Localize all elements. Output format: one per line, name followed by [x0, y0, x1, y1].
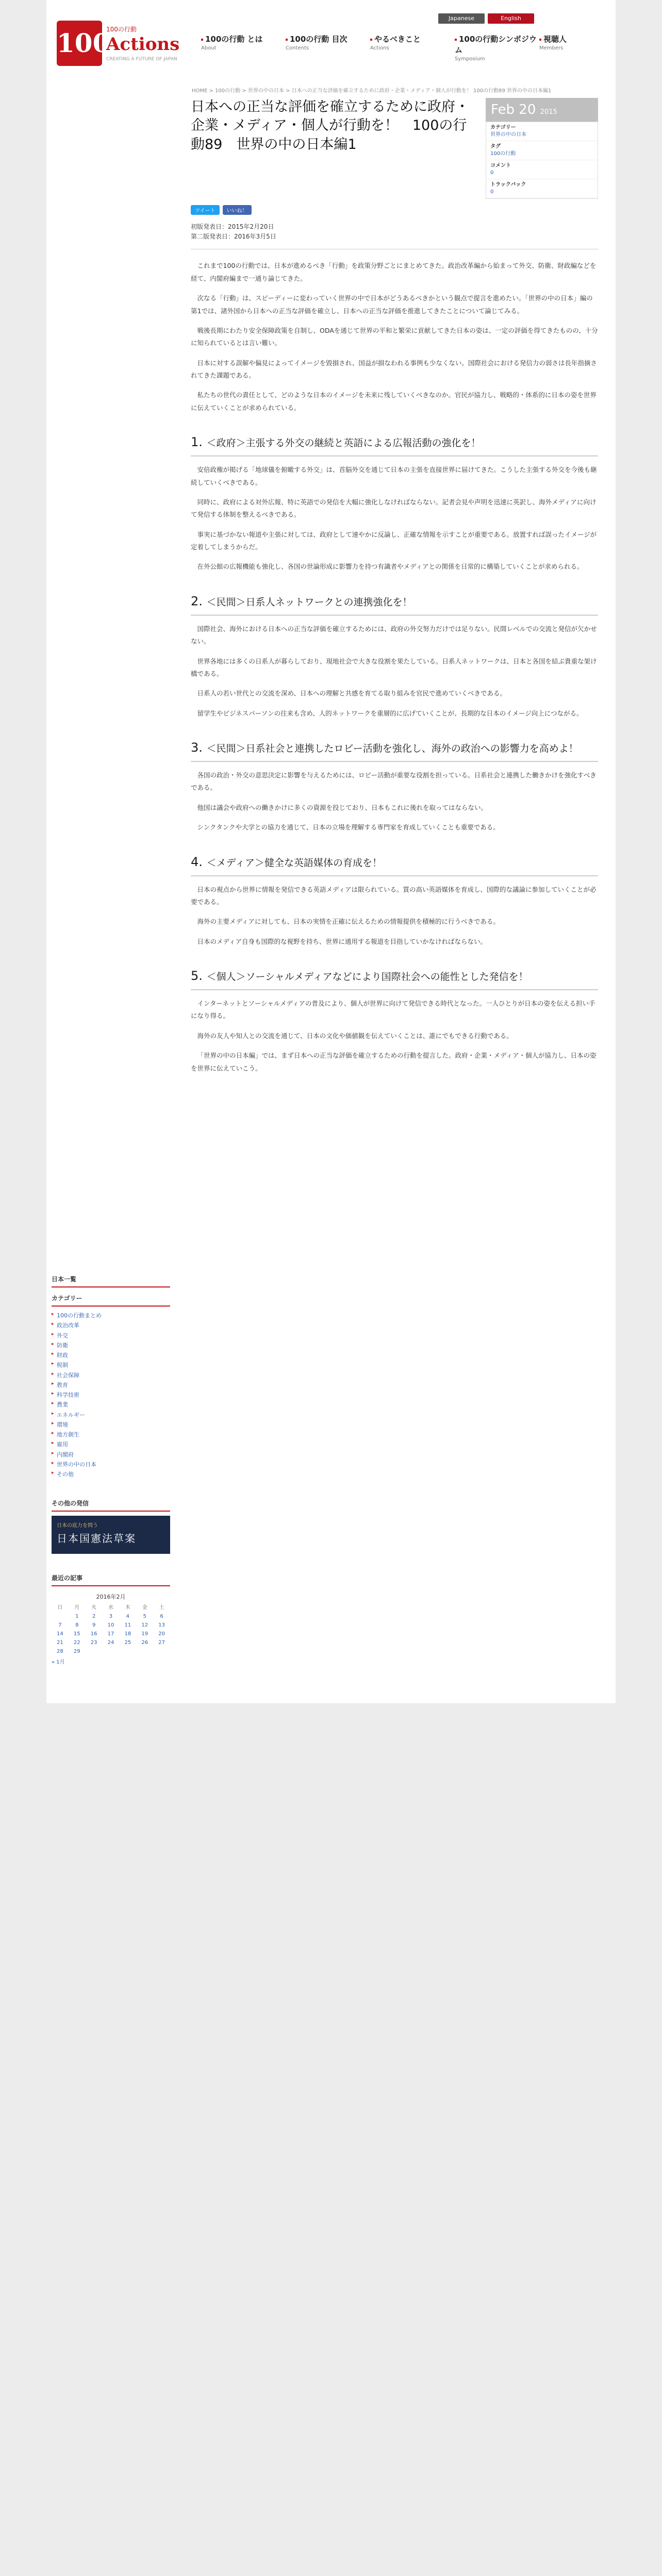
calendar-day	[136, 1649, 153, 1654]
paragraph: 「世界の中の日本編」では、まず日本への正当な評価を確立するための行動を提言した。政府・企業・メディア・個人が協力し、日本の姿を世界に伝えていこう。	[191, 1052, 597, 1072]
constitution-banner[interactable]	[52, 1516, 170, 1554]
share-row	[191, 205, 598, 215]
sidebar-banner-block	[52, 1497, 170, 1554]
calendar-day[interactable]: 1	[75, 1614, 79, 1620]
category-item[interactable]: ▸ 税制	[52, 1360, 170, 1370]
logo-mark: 100	[57, 21, 102, 66]
paragraph: 日系人の若い世代との交流を深め、日本への理解と共感を育てる取り組みを官民で進めていくべきである。	[197, 689, 507, 698]
paragraph: 事実に基づかない報道や主張に対しては、政府として速やかに反論し、正確な情報を示すことが重要である。放置すれば誤ったイメージが定着してしまうからだ。	[191, 530, 597, 551]
calendar-prev-link[interactable]: « 1月	[52, 1659, 65, 1666]
article-sections	[191, 433, 598, 1075]
calendar-day[interactable]: 17	[107, 1631, 114, 1637]
nav-actions[interactable]: やるべきこと Actions	[370, 34, 453, 63]
meta-value[interactable]: 100の行動	[490, 151, 516, 157]
meta-label: トラックバック	[490, 182, 526, 188]
calendar-dow: 日	[57, 1605, 63, 1611]
nav-symposium[interactable]: 100の行動シンポジウム Symposium	[455, 35, 537, 62]
meta-value[interactable]: 0	[490, 189, 494, 195]
logo-main: Actions	[106, 34, 180, 55]
calendar-day[interactable]: 18	[124, 1631, 131, 1637]
section-heading: 1. ＜政府＞主張する外交の継続と英語による広報活動の強化を！	[191, 433, 598, 456]
calendar-day	[86, 1649, 103, 1654]
paragraph: 次なる「行動」は、スピーディーに変わっていく世界の中で日本がどうあるべきかという観点で提言を進めたい。「世界の中の日本」編の第1では、諸外国から日本への正当な評価を確立し、日本への正当な評価を推進してきたことについて論じてみる。	[191, 294, 593, 315]
calendar-day[interactable]: 23	[90, 1640, 97, 1646]
calendar-day	[103, 1649, 120, 1654]
banner-big-text: 日本国憲法草案	[57, 1532, 136, 1545]
calendar-day[interactable]: 8	[75, 1622, 79, 1629]
category-item[interactable]: ▸ 地方創生	[52, 1430, 170, 1439]
calendar-day[interactable]: 7	[58, 1622, 62, 1629]
breadcrumb[interactable]: HOME > 100の行動 > 世界の中の日本 > 日本への正当な評価を確立するために政府・企業・メディア・個人が行動を！ 100の行動89 世界の中の日本編1	[192, 88, 552, 94]
first-pub-date: 初版発表日：2015年2月20日	[191, 223, 274, 230]
category-item[interactable]: ▸ その他	[52, 1469, 170, 1479]
logo-sub: 100の行動	[106, 26, 137, 33]
calendar-day[interactable]: 29	[73, 1649, 80, 1655]
calendar-dow: 月	[74, 1605, 80, 1611]
calendar-dow: 火	[91, 1605, 97, 1611]
calendar-day	[119, 1649, 136, 1654]
category-item[interactable]: ▸ 科学技術	[52, 1390, 170, 1400]
tweet-button[interactable]: ツイート	[191, 205, 220, 215]
global-nav	[201, 34, 622, 63]
banner-title: その他の発信	[52, 1497, 170, 1512]
calendar-month: 2016年2月	[96, 1594, 126, 1601]
meta-label: タグ	[490, 144, 501, 149]
calendar-dow: 金	[142, 1605, 147, 1611]
calendar-day[interactable]: 27	[158, 1640, 165, 1646]
calendar-day[interactable]: 16	[90, 1631, 97, 1637]
meta-row	[486, 179, 598, 198]
sidebar	[46, 98, 170, 1683]
paragraph: 他国は議会や政府への働きかけに多くの資源を投じており、日本もこれに後れを取ってはならない。	[197, 803, 488, 811]
category-item[interactable]: ▸ 内閣府	[52, 1450, 170, 1460]
paragraph: 海外の友人や知人との交流を通じて、日本の文化や価値観を伝えていくことは、誰にでもできる行動である。	[197, 1031, 513, 1040]
meta-value[interactable]: 世界の中の日本	[490, 132, 526, 138]
calendar-day[interactable]: 21	[57, 1640, 63, 1646]
calendar-day[interactable]: 12	[141, 1622, 148, 1629]
calendar-day[interactable]: 14	[57, 1631, 63, 1637]
nav-about[interactable]: 100の行動 とは About	[201, 34, 284, 63]
article-intro	[191, 260, 598, 414]
calendar-day[interactable]: 19	[141, 1631, 148, 1637]
calendar-day[interactable]: 10	[107, 1622, 114, 1629]
sidebar-title: 日本一覧	[52, 1273, 170, 1287]
category-item[interactable]: ▸ 教育	[52, 1380, 170, 1390]
calendar-day[interactable]: 11	[124, 1622, 131, 1629]
main-content	[191, 98, 598, 1683]
calendar-dow: 水	[108, 1605, 113, 1611]
paragraph: 同時に、政府による対外広報、特に英語での発信を大幅に強化しなければならない。記者会見や声明を迅速に英訳し、海外メディアに向けて発信する体制を整えるべきである。	[191, 498, 597, 519]
calendar-day[interactable]: 20	[158, 1631, 165, 1637]
page	[46, 0, 616, 1703]
calendar-day[interactable]: 26	[141, 1640, 148, 1646]
date-box	[486, 98, 598, 199]
calendar-day	[153, 1649, 170, 1654]
section-heading: 5. ＜個人＞ソーシャルメディアなどにより国際社会への能性とした発信を！	[191, 967, 598, 990]
paragraph: 国際社会、海外における日本への正当な評価を確立するためには、政府の外交努力だけでは足りない。民間レベルでの交流と発信が欠かせない。	[191, 624, 597, 646]
category-list	[52, 1311, 170, 1479]
paragraph: 留学生やビジネスパーソンの往来も含め、人的ネットワークを重層的に広げていくことが、長期的な日本のイメージ向上につながる。	[197, 709, 583, 717]
calendar-day[interactable]: 6	[160, 1614, 163, 1620]
section-heading: 4. ＜メディア＞健全な英語媒体の育成を！	[191, 853, 598, 876]
date-stamp: Feb 20 2015	[486, 98, 598, 122]
nav-members[interactable]: 視聴人 Members	[539, 34, 622, 63]
category-item[interactable]: ▸ 外交	[52, 1331, 170, 1341]
category-item[interactable]: ▸ 財政	[52, 1350, 170, 1360]
meta-row	[486, 141, 598, 160]
paragraph: インターネットとソーシャルメディアの普及により、個人が世界に向けて発信できる時代となった。一人ひとりが日本の姿を伝える担い手になり得る。	[191, 999, 595, 1020]
calendar-day[interactable]: 13	[158, 1622, 165, 1629]
category-item[interactable]: ▸ エネルギー	[52, 1410, 170, 1420]
calendar-day	[52, 1614, 69, 1619]
paragraph: 世界各地には多くの日系人が暮らしており、現地社会で大きな役割を果たしている。日系人ネットワークは、日本と各国を結ぶ貴重な架け橋である。	[191, 657, 597, 677]
category-item[interactable]: ▸ 農業	[52, 1400, 170, 1410]
category-item[interactable]: ▸ 社会保障	[52, 1370, 170, 1380]
calendar-dow: 木	[125, 1605, 130, 1611]
meta-label: カテゴリー	[490, 125, 516, 130]
calendar-day[interactable]: 3	[109, 1614, 113, 1620]
logo-tagline: CREATING A FUTURE OF JAPAN	[106, 57, 177, 62]
like-button[interactable]: いいね！	[223, 205, 252, 215]
calendar	[52, 1590, 170, 1665]
paragraph: 私たちの世代の責任として、どのような日本のイメージを未来に残していくべきなのか。官民が協力し、戦略的・体系的に日本の姿を世界に伝えていくことが求められている。	[191, 391, 597, 412]
banner-small-text: 日本の底力を問う	[57, 1523, 98, 1529]
paragraph: 海外の主要メディアに対しても、日本の実情を正確に伝えるための情報提供を積極的に行うべきである。	[197, 918, 500, 926]
paragraph: 戦後長期にわたり安全保障政策を自制し、ODAを通じて世界の平和と繁栄に貢献してきた日本の姿は、一定の評価を得てきたものの、十分に知られているとは言い難い。	[191, 326, 598, 347]
calendar-title: 最近の記事	[52, 1571, 170, 1586]
calendar-day[interactable]: 5	[143, 1614, 146, 1620]
calendar-day[interactable]: 24	[107, 1640, 114, 1646]
section-heading: 3. ＜民間＞日系社会と連携したロビー活動を強化し、海外の政治への影響力を高めよ！	[191, 738, 598, 762]
calendar-day[interactable]: 9	[92, 1622, 96, 1629]
sidebar-category-block	[52, 1273, 170, 1479]
paragraph: 安倍政権が掲げる「地球儀を俯瞰する外交」は、首脳外交を通じて日本の主張を直接世界に届けてきた。こうした主張する外交を今後も継続していくべきである。	[191, 466, 597, 486]
article-meta	[486, 122, 598, 199]
second-pub-date: 第二版発表日：2016年3月5日	[191, 233, 276, 241]
paragraph: 日本のメディア自身も国際的な視野を持ち、世界に通用する報道を目指していかなければならない。	[197, 937, 487, 945]
category-item[interactable]: ▸ 雇用	[52, 1439, 170, 1449]
meta-value[interactable]: 0	[490, 170, 494, 176]
nav-contents[interactable]: 100の行動 目次 Contents	[286, 34, 368, 63]
category-item[interactable]: ▸ 環境	[52, 1420, 170, 1430]
meta-label: コメント	[490, 163, 511, 168]
paragraph: 日本に対する誤解や偏見によってイメージを毀損され、国益が損なわれる事例も少なくない。国際社会における発信力の弱さは長年指摘されてきた課題である。	[191, 359, 597, 379]
paragraph: 在外公館の広報機能も強化し、各国の世論形成に影響力を持つ有識者やメディアとの関係を日常的に構築していくことが求められる。	[197, 563, 584, 571]
site-header	[46, 0, 616, 77]
article-title: 日本への正当な評価を確立するために政府・企業・メディア・個人が行動を！ 100の行動89 世界の中の日本編1	[191, 99, 469, 152]
lang-english-button[interactable]: English	[488, 13, 534, 24]
calendar-day[interactable]: 25	[124, 1640, 131, 1646]
sidebar-calendar-block	[52, 1571, 170, 1665]
language-switcher	[438, 13, 534, 24]
calendar-day[interactable]: 2	[92, 1614, 96, 1620]
meta-row	[486, 122, 598, 141]
meta-row	[486, 160, 598, 179]
category-item[interactable]: ▸ 政治改革	[52, 1320, 170, 1330]
category-item[interactable]: ▸ 100の行動まとめ	[52, 1311, 170, 1320]
paragraph: 各国の政治・外交の意思決定に影響を与えるためには、ロビー活動が重要な役割を担っている。日系社会と連携した働きかけを強化すべきである。	[191, 771, 597, 792]
calendar-dow: 土	[159, 1605, 164, 1611]
paragraph: これまで100の行動では、日本が進めるべき「行動」を政策分野ごとにまとめてきた。政治改革編から始まって外交、防衛、財政編などを経て、内閣府編まで一通り論じてきた。	[191, 262, 597, 282]
paragraph: 日本の視点から世界に情報を発信できる英語メディアは限られている。質の高い英語媒体を育成し、国際的な議論に参加していくことが必要である。	[191, 885, 597, 906]
section-heading: 2. ＜民間＞日系人ネットワークとの連携強化を！	[191, 592, 598, 616]
paragraph: シンクタンクや大学との協力を通じて、日本の立場を理解する専門家を育成していくことも重要である。	[197, 823, 500, 832]
category-item[interactable]: ▸ 世界の中の日本	[52, 1460, 170, 1469]
calendar-day[interactable]: 22	[73, 1640, 80, 1646]
calendar-day[interactable]: 4	[126, 1614, 130, 1620]
calendar-day[interactable]: 28	[57, 1649, 63, 1655]
calendar-grid	[52, 1603, 170, 1654]
calendar-day[interactable]: 15	[73, 1631, 80, 1637]
site-logo[interactable]	[57, 21, 180, 67]
category-item[interactable]: ▸ 防衛	[52, 1341, 170, 1350]
publication-dates	[191, 222, 598, 242]
categories-title: カテゴリー	[52, 1292, 170, 1307]
lang-japanese-button[interactable]: Japanese	[438, 13, 485, 24]
